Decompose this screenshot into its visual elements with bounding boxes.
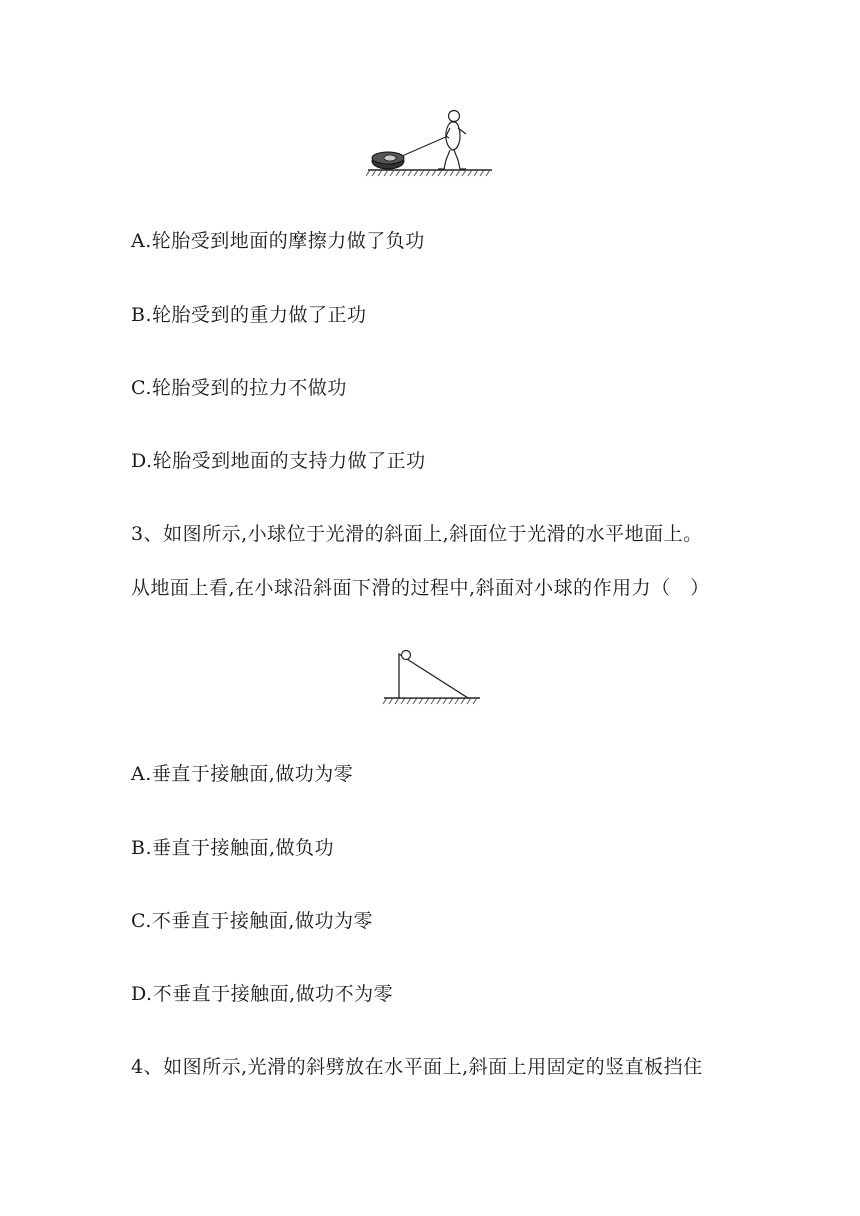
q3-option-b: B.垂直于接触面,做负功	[131, 837, 335, 859]
q4-stem-line-1: 4、如图所示,光滑的斜劈放在水平面上,斜面上用固定的竖直板挡住	[131, 1056, 703, 1078]
q2-option-a: A.轮胎受到地面的摩擦力做了负功	[131, 230, 425, 252]
q3-option-a: A.垂直于接触面,做功为零	[131, 763, 354, 785]
q3-stem-line-1: 3、如图所示,小球位于光滑的斜面上,斜面位于光滑的水平地面上。	[131, 523, 703, 545]
q2-option-c: C.轮胎受到的拉力不做功	[131, 377, 347, 399]
q2-option-b: B.轮胎受到的重力做了正功	[131, 304, 367, 326]
q2-option-d: D.轮胎受到地面的支持力做了正功	[131, 450, 426, 472]
q3-option-d: D.不垂直于接触面,做功不为零	[131, 983, 394, 1005]
q3-option-c: C.不垂直于接触面,做功为零	[131, 910, 373, 932]
q3-stem-line-2: 从地面上看,在小球沿斜面下滑的过程中,斜面对小球的作用力（ ）	[131, 577, 710, 599]
incline-ball-figure	[382, 646, 484, 708]
tire-pulling-figure	[366, 106, 496, 180]
